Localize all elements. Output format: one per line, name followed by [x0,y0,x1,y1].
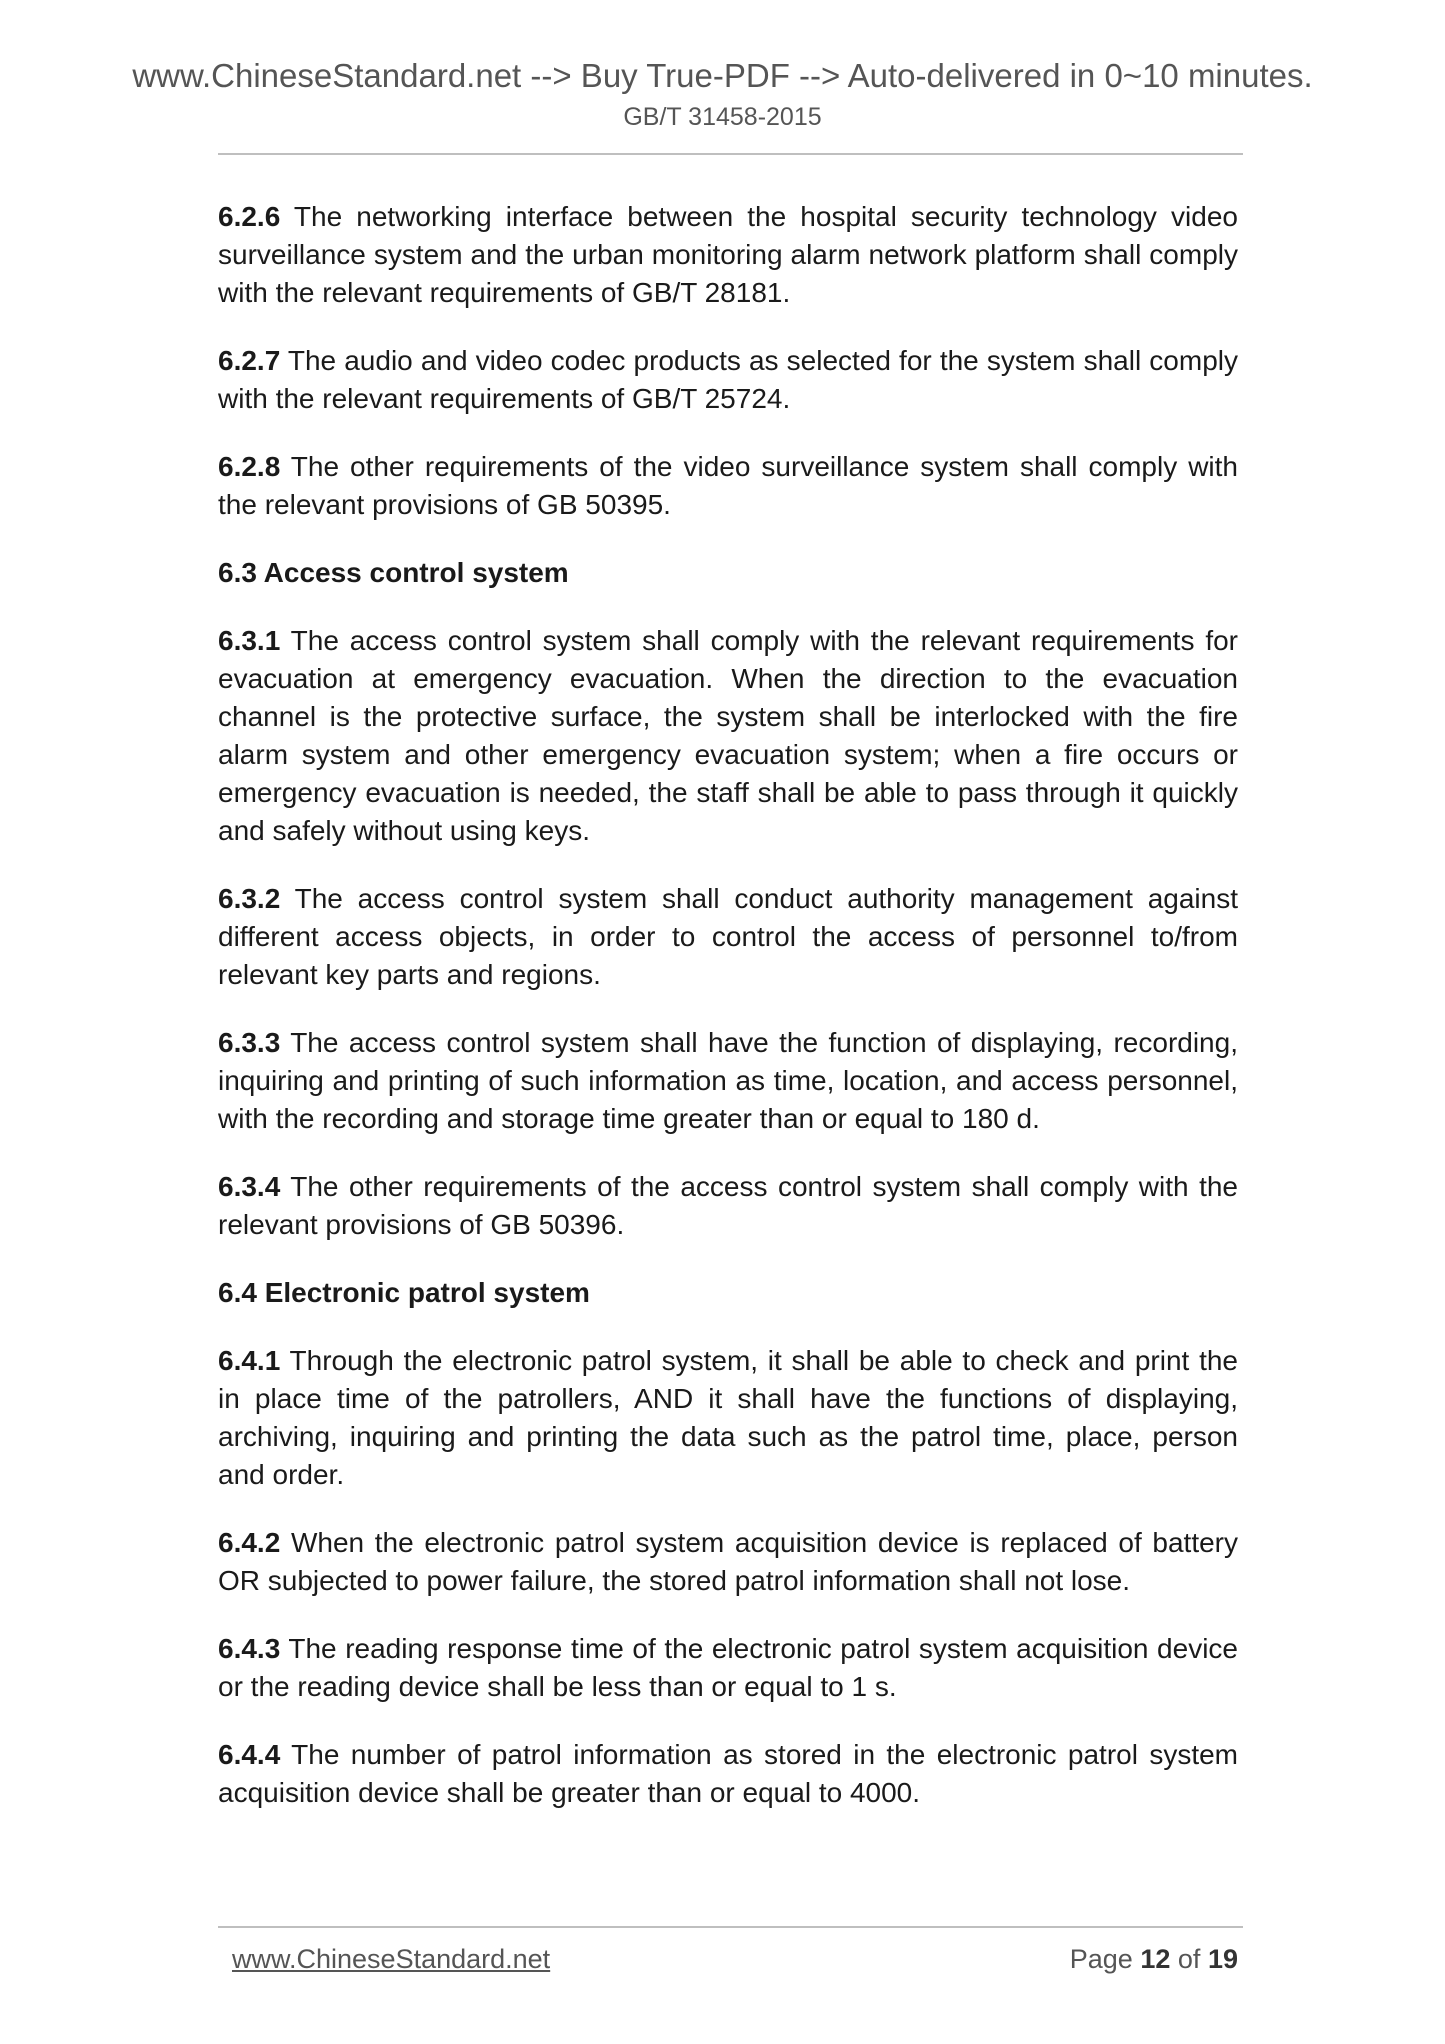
clause-6-4-3 [218,1630,1238,1706]
clause-6-2-7 [218,342,1238,418]
clause-6-3-2 [218,880,1238,994]
clause-number: 6.4.2 [218,1527,281,1558]
header-banner: www.ChineseStandard.net --> Buy True-PDF --> Auto-delivered in 0~10 minutes. [132,57,1313,94]
clause-6-3-4 [218,1168,1238,1244]
clause-text: Through the electronic patrol system, it shall be able to check and print the in place time of the patrollers, AND it shall have the functions of displaying, archiving, inquiring and printing the data such as the patrol time, place, person and order. [218,1345,1238,1490]
clause-text: The reading response time of the electronic patrol system acquisition device or the reading device shall be less than or equal to 1 s. [218,1633,1238,1702]
clause-text: The access control system shall comply with the relevant requirements for evacuation at emergency evacuation. When the direction to the evacuation channel is the protective surface, the system shall be interlocked with the fire alarm system and other emergency evacuation system; when a fire occurs or emergency evacuation is needed, the staff shall be able to pass through it quickly and safely without using keys. [218,625,1238,846]
clause-6-3-3 [218,1024,1238,1138]
clause-text: When the electronic patrol system acquisition device is replaced of battery OR subjected to power failure, the stored patrol information shall not lose. [218,1527,1239,1596]
clause-number: 6.2.8 [218,451,281,482]
clause-6-2-8 [218,448,1238,524]
page-word: Page [1069,1944,1133,1974]
footer-site-link[interactable]: www.ChineseStandard.net [232,1944,551,1974]
page-total: 19 [1207,1944,1238,1974]
clause-6-4-1 [218,1342,1238,1494]
clause-text: The access control system shall have the function of displaying, recording, inquiring and printing of such information as time, location, and access personnel, with the recording and storage time greater than or equal to 180 d. [218,1027,1238,1134]
header-divider [218,153,1243,155]
clause-number: 6.3.2 [218,883,281,914]
page-current: 12 [1140,1944,1171,1974]
clause-number: 6.3.4 [218,1171,281,1202]
clause-number: 6.3.3 [218,1027,281,1058]
clause-number: 6.2.6 [218,201,281,232]
clause-text: The access control system shall conduct authority management against different access objects, in order to control the access of personnel to/from relevant key parts and regions. [218,883,1238,990]
clause-text: The networking interface between the hospital security technology video surveillance system and the urban monitoring alarm network platform shall comply with the relevant requirements of GB/T 28181. [218,201,1238,308]
clause-number: 6.4.1 [218,1345,281,1376]
clause-text: The audio and video codec products as selected for the system shall comply with the relevant requirements of GB/T 25724. [218,345,1238,414]
clause-number: 6.3.1 [218,625,281,656]
clause-text: The number of patrol information as stored in the electronic patrol system acquisition device shall be greater than or equal to 4000. [218,1739,1238,1808]
clause-text: The other requirements of the access control system shall comply with the relevant provisions of GB 50396. [218,1171,1238,1240]
footer-divider [218,1926,1243,1928]
clause-6-3-1 [218,622,1238,850]
clause-number: 6.4.3 [218,1633,281,1664]
clause-6-4-2 [218,1524,1238,1600]
clause-text: The other requirements of the video surveillance system shall comply with the relevant provisions of GB 50395. [218,451,1238,520]
section-heading-6-3: 6.3 Access control system [218,557,569,588]
standard-number: GB/T 31458-2015 [623,103,822,131]
clause-number: 6.2.7 [218,345,281,376]
section-heading-6-4: 6.4 Electronic patrol system [218,1277,590,1308]
clause-6-4-4 [218,1736,1238,1812]
page-indicator [1043,1942,1238,1976]
of-word: of [1177,1944,1201,1974]
clause-number: 6.4.4 [218,1739,281,1770]
clause-6-2-6 [218,198,1238,312]
document-body [218,198,1238,1842]
